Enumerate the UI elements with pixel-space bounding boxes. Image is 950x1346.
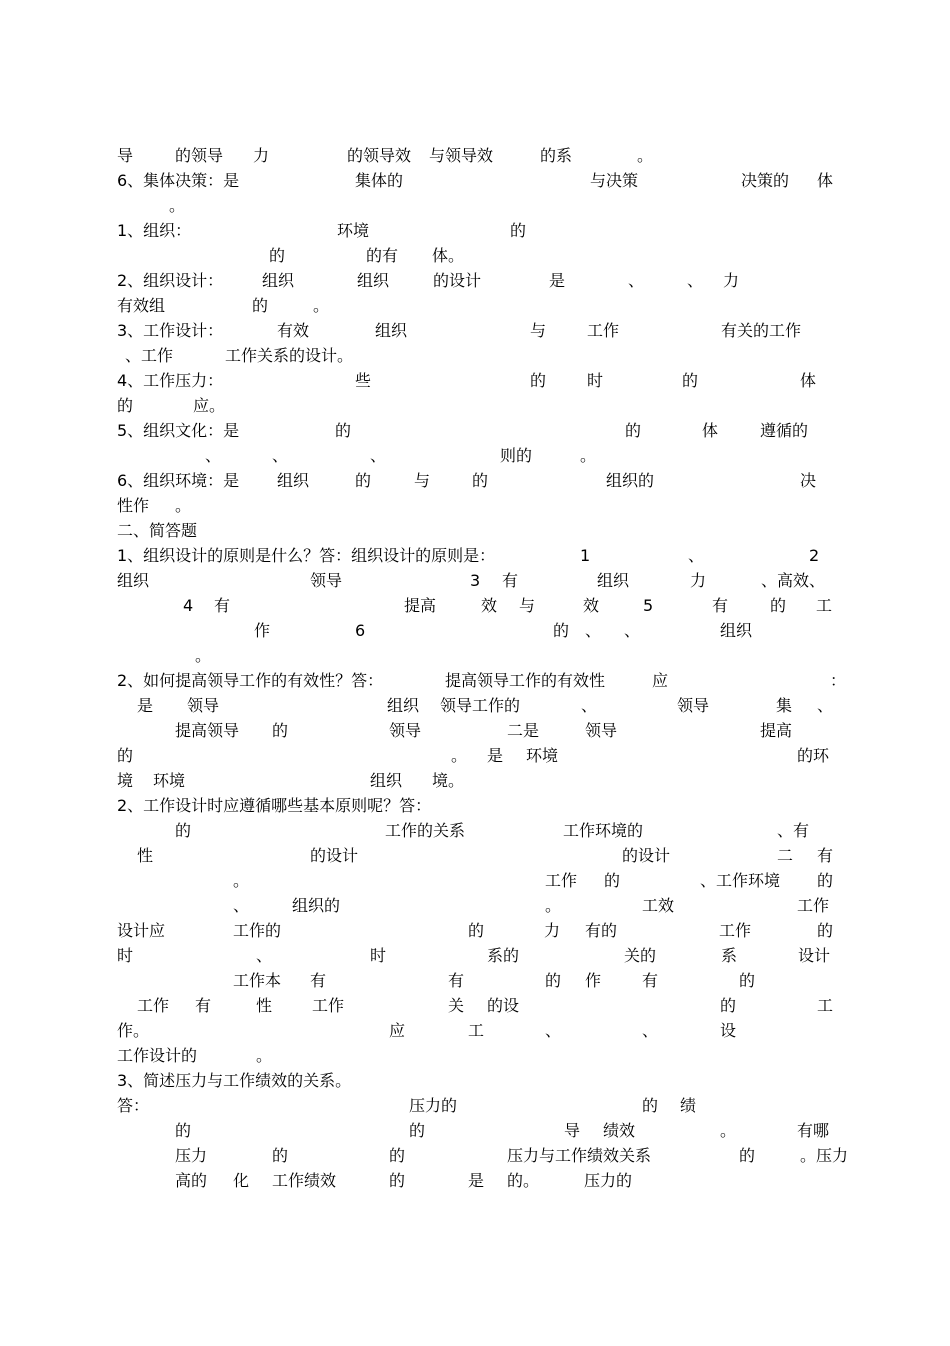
text-line bbox=[117, 843, 835, 868]
text-line bbox=[117, 618, 835, 643]
text-fragment: 绩效 bbox=[603, 1121, 636, 1140]
text-fragment: 。 bbox=[313, 296, 330, 315]
text-fragment: 的 bbox=[389, 1171, 406, 1190]
text-fragment: 的 bbox=[682, 371, 699, 390]
text-line bbox=[117, 218, 835, 243]
text-fragment: 压力与工作绩效关系 bbox=[507, 1146, 652, 1165]
text-fragment: 、 bbox=[205, 446, 222, 465]
text-fragment: 的 bbox=[117, 746, 134, 765]
text-fragment: 工 bbox=[468, 1021, 485, 1040]
text-fragment: 设计 bbox=[798, 946, 831, 965]
text-fragment: 的 bbox=[739, 971, 756, 990]
text-line bbox=[117, 393, 835, 418]
text-fragment: 工作设计的 bbox=[117, 1046, 198, 1065]
text-fragment: 2、组织设计： bbox=[117, 271, 224, 290]
text-fragment: 3、简述压力与工作绩效的关系。 bbox=[117, 1071, 352, 1090]
text-fragment: 领导 bbox=[187, 696, 220, 715]
text-fragment: 二是 bbox=[507, 721, 540, 740]
text-fragment: 、 bbox=[624, 621, 641, 640]
text-line bbox=[117, 143, 835, 168]
text-fragment: 性 bbox=[256, 996, 273, 1015]
text-fragment: 、有 bbox=[777, 821, 810, 840]
text-line bbox=[117, 968, 835, 993]
text-fragment: 的 bbox=[117, 396, 134, 415]
text-fragment: 环境 bbox=[526, 746, 559, 765]
text-line bbox=[117, 493, 835, 518]
text-fragment: 的 bbox=[510, 221, 527, 240]
text-fragment: 作 bbox=[585, 971, 602, 990]
text-fragment: 时 bbox=[117, 946, 134, 965]
text-fragment: 集体的 bbox=[355, 171, 404, 190]
text-fragment: 领导 bbox=[677, 696, 710, 715]
text-fragment: 应。 bbox=[193, 396, 226, 415]
text-fragment: 领导 bbox=[585, 721, 618, 740]
text-fragment: 有 bbox=[712, 596, 729, 615]
text-fragment: 环境 bbox=[153, 771, 186, 790]
text-fragment: 3 bbox=[470, 571, 481, 590]
text-fragment: 有 bbox=[214, 596, 231, 615]
text-fragment: 3、工作设计： bbox=[117, 321, 224, 340]
text-line bbox=[117, 993, 835, 1018]
text-fragment: 、 bbox=[688, 546, 705, 565]
text-fragment: 的 bbox=[604, 871, 621, 890]
text-fragment: 、 bbox=[256, 946, 273, 965]
text-fragment: 有 bbox=[502, 571, 519, 590]
text-fragment: 。 bbox=[169, 196, 186, 215]
text-fragment: 与 bbox=[519, 596, 536, 615]
text-line bbox=[117, 168, 835, 193]
text-fragment: 、 bbox=[370, 446, 387, 465]
text-fragment: 效 bbox=[583, 596, 600, 615]
text-fragment: 6 bbox=[355, 621, 366, 640]
text-fragment: 有哪 bbox=[797, 1121, 830, 1140]
text-fragment: 境 bbox=[117, 771, 134, 790]
text-line bbox=[117, 818, 835, 843]
text-fragment: 体 bbox=[800, 371, 817, 390]
text-fragment: 导 bbox=[117, 146, 134, 165]
text-line bbox=[117, 418, 835, 443]
text-fragment: 、 bbox=[628, 271, 645, 290]
text-fragment: 、 bbox=[581, 696, 598, 715]
text-fragment: 的 bbox=[175, 821, 192, 840]
text-line bbox=[117, 718, 835, 743]
text-fragment: 、工作 bbox=[125, 346, 174, 365]
text-fragment: 与 bbox=[414, 471, 431, 490]
text-line bbox=[117, 468, 835, 493]
text-fragment: 有 bbox=[195, 996, 212, 1015]
text-fragment: 组织 bbox=[370, 771, 403, 790]
text-fragment: 。压力 bbox=[800, 1146, 849, 1165]
text-fragment: 4 bbox=[183, 596, 194, 615]
text-fragment: 的 bbox=[625, 421, 642, 440]
text-fragment: 提高 bbox=[404, 596, 437, 615]
text-fragment: 、工作环境 bbox=[700, 871, 781, 890]
text-fragment: 工作 bbox=[545, 871, 578, 890]
text-fragment: 组织的 bbox=[606, 471, 655, 490]
text-fragment: 、 bbox=[687, 271, 704, 290]
text-fragment: 工 bbox=[816, 596, 833, 615]
text-fragment: 的 bbox=[545, 971, 562, 990]
text-line bbox=[117, 1043, 835, 1068]
text-fragment: 环境 bbox=[337, 221, 370, 240]
text-fragment: 力 bbox=[253, 146, 270, 165]
text-line bbox=[117, 643, 835, 668]
text-line bbox=[117, 693, 835, 718]
text-fragment: 、 bbox=[272, 446, 289, 465]
text-fragment: 的 bbox=[355, 471, 372, 490]
text-fragment: 的 bbox=[472, 471, 489, 490]
text-fragment: 的 bbox=[739, 1146, 756, 1165]
text-fragment: 6、组织环境：是 bbox=[117, 471, 240, 490]
text-fragment: 应 bbox=[652, 671, 669, 690]
text-line bbox=[117, 268, 835, 293]
text-line bbox=[117, 293, 835, 318]
text-fragment: 、 bbox=[545, 1021, 562, 1040]
text-fragment: 与领导效 bbox=[429, 146, 494, 165]
text-fragment: 的 bbox=[553, 621, 570, 640]
text-fragment: 力 bbox=[544, 921, 561, 940]
text-fragment: 压力 bbox=[175, 1146, 208, 1165]
text-fragment: 压力的 bbox=[409, 1096, 458, 1115]
text-fragment: 。 bbox=[720, 1121, 737, 1140]
text-fragment: 组织 bbox=[720, 621, 753, 640]
text-line bbox=[117, 868, 835, 893]
text-fragment: 的 bbox=[817, 921, 834, 940]
text-fragment: 6、集体决策：是 bbox=[117, 171, 240, 190]
text-fragment: 的 bbox=[468, 921, 485, 940]
text-line bbox=[117, 518, 835, 543]
text-fragment: 、 bbox=[817, 696, 834, 715]
text-fragment: 提高 bbox=[760, 721, 793, 740]
text-fragment: ： bbox=[830, 671, 847, 690]
text-fragment: 工作环境的 bbox=[563, 821, 644, 840]
text-fragment: 的 bbox=[389, 1146, 406, 1165]
text-fragment: 高的 bbox=[175, 1171, 208, 1190]
text-fragment: 组织 bbox=[277, 471, 310, 490]
text-line bbox=[117, 1118, 835, 1143]
text-fragment: 应 bbox=[389, 1021, 406, 1040]
text-fragment: 的有 bbox=[366, 246, 399, 265]
text-fragment: 。 bbox=[451, 746, 468, 765]
text-fragment: 组织 bbox=[117, 571, 150, 590]
text-line bbox=[117, 1143, 849, 1168]
text-fragment: 境。 bbox=[432, 771, 465, 790]
text-line bbox=[117, 568, 835, 593]
text-fragment: 工作 bbox=[797, 896, 830, 915]
text-line bbox=[117, 343, 835, 368]
text-fragment: 效 bbox=[481, 596, 498, 615]
text-fragment: 工作 bbox=[587, 321, 620, 340]
text-fragment: 性作 bbox=[117, 496, 150, 515]
text-fragment: 、高效、 bbox=[761, 571, 826, 590]
text-fragment: 2 bbox=[809, 546, 820, 565]
text-fragment: 。 bbox=[545, 896, 562, 915]
text-fragment: 的设计 bbox=[622, 846, 671, 865]
text-fragment: 与决策 bbox=[590, 171, 639, 190]
text-fragment: 的 bbox=[252, 296, 269, 315]
text-line bbox=[117, 768, 835, 793]
text-fragment: 的。 bbox=[507, 1171, 540, 1190]
text-fragment: 的环 bbox=[797, 746, 830, 765]
text-fragment: 的 bbox=[530, 371, 547, 390]
text-fragment: 化 bbox=[233, 1171, 250, 1190]
text-fragment: 组织 bbox=[357, 271, 390, 290]
text-fragment: 的 bbox=[720, 996, 737, 1015]
text-fragment: 的 bbox=[272, 721, 289, 740]
text-fragment: 则的 bbox=[500, 446, 533, 465]
text-fragment: 力 bbox=[723, 271, 740, 290]
text-line bbox=[117, 1018, 835, 1043]
text-fragment: 些 bbox=[355, 371, 372, 390]
text-fragment: 的设计 bbox=[310, 846, 359, 865]
text-fragment: 答： bbox=[117, 1096, 150, 1115]
text-line bbox=[117, 943, 835, 968]
text-fragment: 的领导效 bbox=[347, 146, 412, 165]
text-fragment: 是 bbox=[137, 696, 154, 715]
text-fragment: 时 bbox=[370, 946, 387, 965]
text-fragment: 工作本 bbox=[233, 971, 282, 990]
text-fragment: 性 bbox=[137, 846, 154, 865]
text-fragment: 。 bbox=[637, 146, 654, 165]
text-fragment: 工作关系的设计。 bbox=[225, 346, 354, 365]
text-fragment: 关 bbox=[448, 996, 465, 1015]
text-fragment: 。 bbox=[195, 646, 212, 665]
text-fragment: 5、组织文化：是 bbox=[117, 421, 240, 440]
text-line bbox=[117, 668, 847, 693]
text-fragment: 领导 bbox=[310, 571, 343, 590]
text-fragment: 的 bbox=[272, 1146, 289, 1165]
text-fragment: 二 bbox=[777, 846, 794, 865]
text-fragment: 有 bbox=[448, 971, 465, 990]
text-fragment: 系 bbox=[721, 946, 738, 965]
text-fragment: 提高领导工作的有效性 bbox=[445, 671, 606, 690]
text-fragment: 、 bbox=[233, 896, 250, 915]
text-fragment: 系的 bbox=[487, 946, 520, 965]
text-line bbox=[117, 1068, 835, 1093]
text-fragment: 工作 bbox=[312, 996, 345, 1015]
text-fragment: 。 bbox=[175, 496, 192, 515]
text-fragment: 领导工作的 bbox=[440, 696, 521, 715]
text-fragment: 二、简答题 bbox=[117, 521, 198, 540]
text-fragment: 5 bbox=[643, 596, 654, 615]
text-fragment: 有 bbox=[817, 846, 834, 865]
text-fragment: 关的 bbox=[624, 946, 657, 965]
text-fragment: 的 bbox=[642, 1096, 659, 1115]
text-fragment: 工作的 bbox=[233, 921, 282, 940]
text-fragment: 2、工作设计时应遵循哪些基本原则呢？答： bbox=[117, 796, 432, 815]
text-fragment: 是 bbox=[549, 271, 566, 290]
text-fragment: 、 bbox=[585, 621, 602, 640]
text-fragment: 1、组织设计的原则是什么？答：组织设计的原则是： bbox=[117, 546, 496, 565]
text-fragment: 的设 bbox=[487, 996, 520, 1015]
text-line bbox=[117, 318, 835, 343]
text-fragment: 组织的 bbox=[292, 896, 341, 915]
text-line bbox=[117, 918, 835, 943]
text-fragment: 导 bbox=[564, 1121, 581, 1140]
text-fragment: 设计应 bbox=[117, 921, 166, 940]
text-fragment: 决策的 bbox=[741, 171, 790, 190]
text-fragment: 的 bbox=[409, 1121, 426, 1140]
text-fragment: 的 bbox=[770, 596, 787, 615]
text-fragment: 体 bbox=[817, 171, 834, 190]
text-fragment: 的 bbox=[175, 1121, 192, 1140]
text-fragment: 、 bbox=[642, 1021, 659, 1040]
text-fragment: 作。 bbox=[117, 1021, 150, 1040]
text-fragment: 的系 bbox=[540, 146, 573, 165]
text-fragment: 的设计 bbox=[433, 271, 482, 290]
text-fragment: 与 bbox=[530, 321, 547, 340]
text-line bbox=[117, 793, 835, 818]
text-fragment: 。 bbox=[256, 1046, 273, 1065]
text-line bbox=[117, 243, 835, 268]
text-line bbox=[117, 1168, 835, 1193]
text-fragment: 的 bbox=[817, 871, 834, 890]
text-fragment: 绩 bbox=[680, 1096, 697, 1115]
text-fragment: 的领导 bbox=[175, 146, 224, 165]
text-fragment: 是 bbox=[468, 1171, 485, 1190]
text-fragment: 组织 bbox=[387, 696, 420, 715]
text-fragment: 2、如何提高领导工作的有效性？答： bbox=[117, 671, 384, 690]
text-fragment: 有 bbox=[642, 971, 659, 990]
text-fragment: 时 bbox=[587, 371, 604, 390]
text-line bbox=[117, 893, 835, 918]
text-line bbox=[117, 368, 835, 393]
text-fragment: 作 bbox=[254, 621, 271, 640]
text-fragment: 力 bbox=[690, 571, 707, 590]
text-fragment: 1 bbox=[580, 546, 591, 565]
text-fragment: 决 bbox=[800, 471, 817, 490]
text-fragment: 领导 bbox=[389, 721, 422, 740]
text-fragment: 体。 bbox=[432, 246, 465, 265]
text-fragment: 工作 bbox=[719, 921, 752, 940]
text-fragment: 设 bbox=[720, 1021, 737, 1040]
text-fragment: 有 bbox=[310, 971, 327, 990]
text-fragment: 。 bbox=[580, 446, 597, 465]
text-fragment: 压力的 bbox=[584, 1171, 633, 1190]
text-line bbox=[117, 443, 835, 468]
text-fragment: 有效组 bbox=[117, 296, 166, 315]
text-fragment: 体 bbox=[702, 421, 719, 440]
text-fragment: 集 bbox=[776, 696, 793, 715]
text-fragment: 。 bbox=[233, 871, 250, 890]
text-fragment: 工效 bbox=[642, 896, 675, 915]
text-fragment: 工 bbox=[817, 996, 834, 1015]
text-line bbox=[117, 743, 835, 768]
text-fragment: 组织 bbox=[597, 571, 630, 590]
text-fragment: 提高领导 bbox=[175, 721, 240, 740]
text-fragment: 有效 bbox=[277, 321, 310, 340]
text-fragment: 1、组织： bbox=[117, 221, 192, 240]
text-fragment: 的 bbox=[335, 421, 352, 440]
text-fragment: 遵循的 bbox=[760, 421, 809, 440]
text-fragment: 4、工作压力： bbox=[117, 371, 224, 390]
text-line bbox=[117, 1093, 835, 1118]
text-fragment: 组织 bbox=[262, 271, 295, 290]
text-fragment: 工作绩效 bbox=[272, 1171, 337, 1190]
text-fragment: 组织 bbox=[375, 321, 408, 340]
text-fragment: 有的 bbox=[585, 921, 618, 940]
text-line bbox=[117, 193, 835, 218]
text-fragment: 是 bbox=[487, 746, 504, 765]
text-fragment: 工作的关系 bbox=[385, 821, 466, 840]
text-fragment: 有关的工作 bbox=[721, 321, 802, 340]
text-fragment: 的 bbox=[269, 246, 286, 265]
text-line bbox=[117, 593, 835, 618]
text-fragment: 工作 bbox=[137, 996, 170, 1015]
text-line bbox=[117, 543, 835, 568]
